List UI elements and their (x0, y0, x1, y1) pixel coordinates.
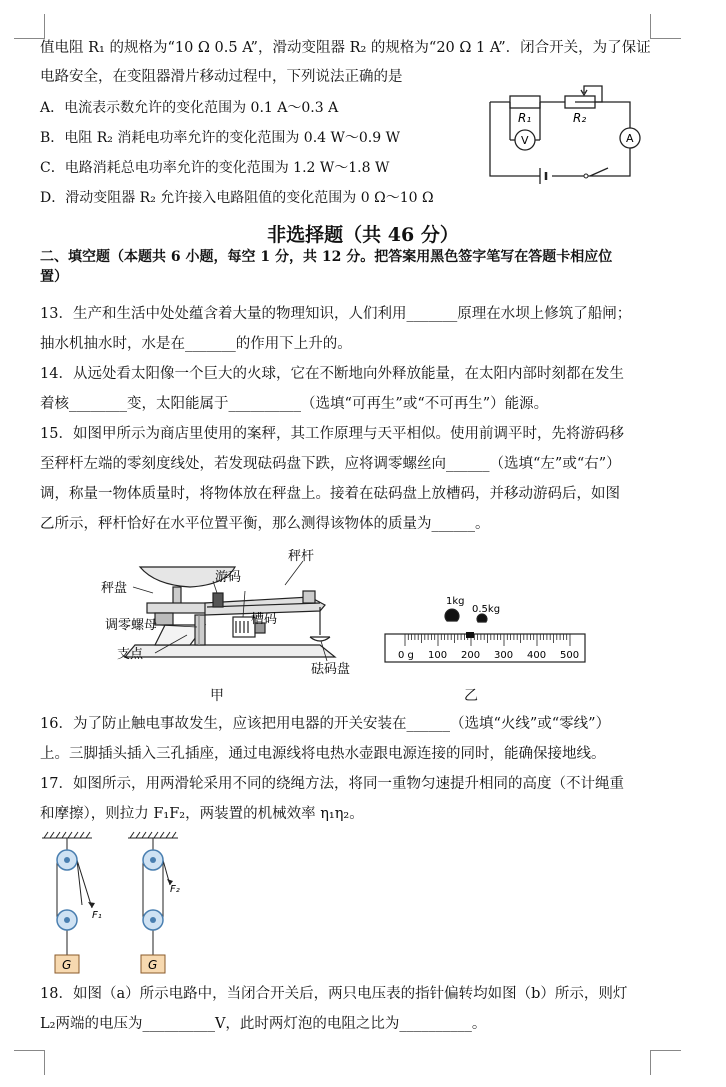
q16-line-2: 上。三脚插头插入三孔插座，通过电源线将电热水壶跟电源连接的同时，能确保接地线。 (40, 746, 606, 762)
q14-line-1: 14．从远处看太阳像一个巨大的火球，它在不断地向外释放能量，在太阳内部时刻都在发生 (40, 366, 624, 382)
intro-line-1: 值电阻 R₁ 的规格为“10 Ω 0.5 A”，滑动变阻器 R₂ 的规格为“20 Ω 1 A”．闭合开关，为了保证 (40, 40, 651, 56)
g-label-2: G (148, 958, 158, 972)
caption-a: 甲 (210, 688, 224, 704)
crop-mark-top-right (650, 14, 681, 39)
platform-scale-figure (95, 545, 375, 675)
weight-05kg-label: 0.5kg (472, 604, 501, 615)
q18-line-1: 18．如图（a）所示电路中，当闭合开关后，两只电压表的指针偏转均如图（b）所示，则灯 (40, 986, 628, 1002)
q18-line-2: L₂两端的电压为__________V，此时两灯泡的电阻之比为__________。 (40, 1016, 487, 1032)
beam-ruler-figure (380, 590, 590, 670)
circuit-diagram (480, 80, 660, 195)
section-heading-line-2: 置） (40, 269, 68, 285)
q16-line-1: 16．为了防止触电事故发生，应该把用电器的开关安装在______（选填“火线”或“零线”） (40, 716, 611, 732)
ruler-tick-100: 100 (428, 650, 448, 661)
r1-label: R₁ (518, 111, 532, 125)
crop-mark-top-left (14, 14, 45, 39)
caption-b: 乙 (464, 688, 478, 704)
label-beam: 秤杆 (288, 549, 315, 564)
label-rider: 游码 (215, 570, 242, 585)
pulley-figure (40, 830, 200, 975)
voltmeter-label: V (521, 134, 529, 147)
q15-line-3: 调，称量一物体质量时，将物体放在秤盘上。接着在砝码盘上放槽码，并移动游码后，如图 (40, 486, 620, 502)
ruler-tick-400: 400 (527, 650, 547, 661)
ruler-tick-300: 300 (494, 650, 514, 661)
section-title: 非选择题（共 46 分） (267, 224, 459, 246)
ruler-tick-0: 0 g (398, 650, 414, 661)
section-heading-line-1: 二、填空题（本题共 6 小题，每空 1 分，共 12 分。把答案用黑色签字笔写在答题卡相应位 (40, 249, 613, 265)
label-pan: 秤盘 (101, 581, 128, 596)
q13-line-2: 抽水机抽水时，水是在_______的作用下上升的。 (40, 336, 352, 352)
label-weight-pan: 砝码盘 (311, 662, 351, 675)
q15-line-1: 15．如图甲所示为商店里使用的案秤，其工作原理与天平相似。使用前调平时，先将游码移 (40, 426, 624, 442)
ammeter-label: A (626, 132, 634, 145)
q17-line-2: 和摩擦），则拉力 F₁F₂，两装置的机械效率 η₁η₂。 (40, 806, 364, 822)
q17-line-1: 17．如图所示，用两滑轮采用不同的绕绳方法，将同一重物匀速提升相同的高度（不计绳重 (40, 776, 624, 792)
rider-icon (213, 593, 223, 607)
q14-line-2: 着核________变，太阳能属于__________（选填“可再生”或“不可再生”）能源。 (40, 396, 549, 412)
ruler-tick-500: 500 (560, 650, 580, 661)
crop-mark-bottom-left (14, 1050, 45, 1075)
option-b: B．电阻 R₂ 消耗电功率允许的变化范围为 0.4 W～0.9 W (40, 130, 400, 146)
option-d: D．滑动变阻器 R₂ 允许接入电路阻值的变化范围为 0 Ω～10 Ω (40, 190, 434, 206)
ruler-tick-200: 200 (461, 650, 481, 661)
crop-mark-bottom-right (650, 1050, 681, 1075)
label-fulcrum: 支点 (117, 647, 144, 662)
r2-label: R₂ (573, 111, 587, 125)
weight-1kg-label: 1kg (446, 596, 465, 607)
option-c: C．电路消耗总电功率允许的变化范围为 1.2 W～1.8 W (40, 160, 390, 176)
f2-label: F₂ (170, 884, 180, 895)
label-slot-weight: 槽码 (251, 612, 278, 627)
label-adjust-nut: 调零螺母 (105, 618, 158, 633)
q13-line-1: 13．生产和生活中处处蕴含着大量的物理知识，人们利用_______原理在水坝上修筑了船闸； (40, 306, 632, 322)
intro-line-2: 电路安全，在变阻器滑片移动过程中，下列说法正确的是 (40, 69, 403, 85)
rider-marker (466, 632, 474, 638)
q15-line-4: 乙所示，秤杆恰好在水平位置平衡，那么测得该物体的质量为______。 (40, 516, 490, 532)
g-label-1: G (62, 958, 72, 972)
option-a: A．电流表示数允许的变化范围为 0.1 A～0.3 A (40, 100, 339, 116)
q15-line-2: 至秤杆左端的零刻度线处，若发现砝码盘下跌，应将调零螺丝向______（选填“左”或“右”） (40, 456, 621, 472)
f1-label: F₁ (92, 910, 102, 921)
resistor-r1 (510, 96, 540, 108)
